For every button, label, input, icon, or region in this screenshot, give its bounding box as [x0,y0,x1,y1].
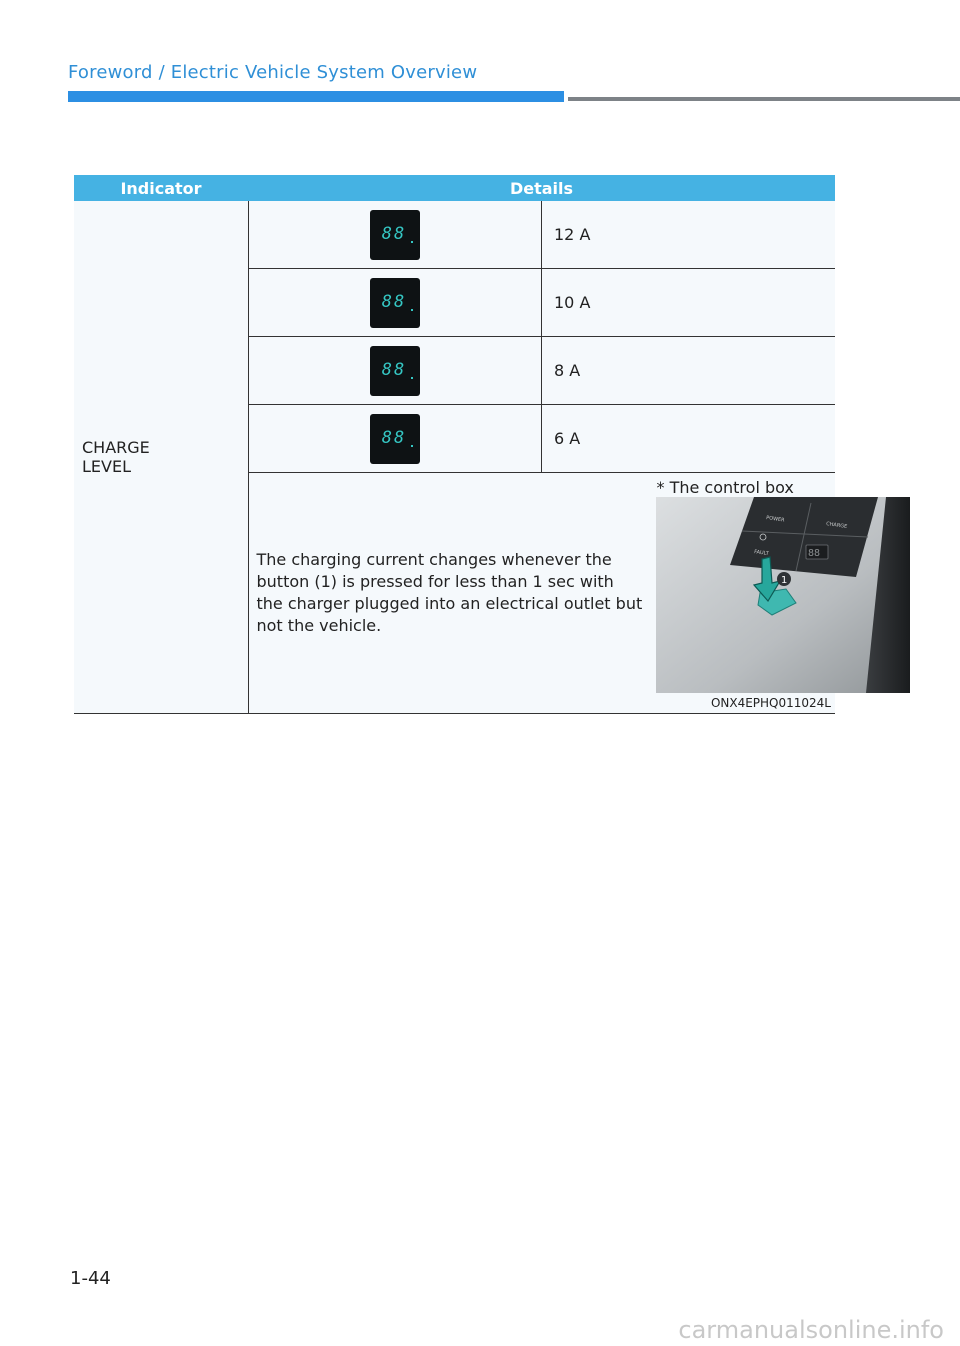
svg-text:1: 1 [780,575,787,586]
col-header-details: Details [248,175,835,201]
led-cell [248,337,542,405]
led-88-display-icon: 88 [370,414,420,464]
svg-text:FAULT: FAULT [753,549,769,558]
indicator-line-2: LEVEL [82,457,131,476]
image-code: ONX4EPHQ011024L [710,696,831,710]
control-box-photo [656,497,910,693]
led-88-display-icon: 88 [370,346,420,396]
level-value: 8 A [542,337,836,405]
level-value: 12 A [542,201,836,269]
watermark: carmanualsonline.info [678,1316,944,1344]
page-number: 1-44 [70,1268,111,1289]
header-accent-bar [68,91,564,102]
svg-text:CHARGE: CHARGE [825,521,848,530]
explanation-img-cell [248,473,848,714]
level-value: 10 A [542,269,836,337]
charge-level-table [74,175,848,714]
indicator-line-1: CHARGE [82,438,150,457]
col-header-indicator: Indicator [74,175,248,201]
led-cell [248,405,542,473]
header-rule [568,97,960,101]
led-88-display-icon: 88 [370,278,420,328]
led-cell [248,201,542,269]
image-caption: * The control box [656,478,794,497]
level-value: 6 A [542,405,836,473]
led-88-display-icon: 88 [370,210,420,260]
explanation-text: The charging current changes whenever the button (1) is pressed for less than 1 sec with the charger plugged into an electrical outlet but not the vehicle. [249,473,653,713]
indicator-cell [74,201,248,714]
svg-text:POWER: POWER [765,515,785,524]
svg-text:88: 88 [807,548,820,559]
header-title: Foreword / Electric Vehicle System Overview [68,62,478,83]
led-cell [248,269,542,337]
control-box-figure [653,473,848,713]
